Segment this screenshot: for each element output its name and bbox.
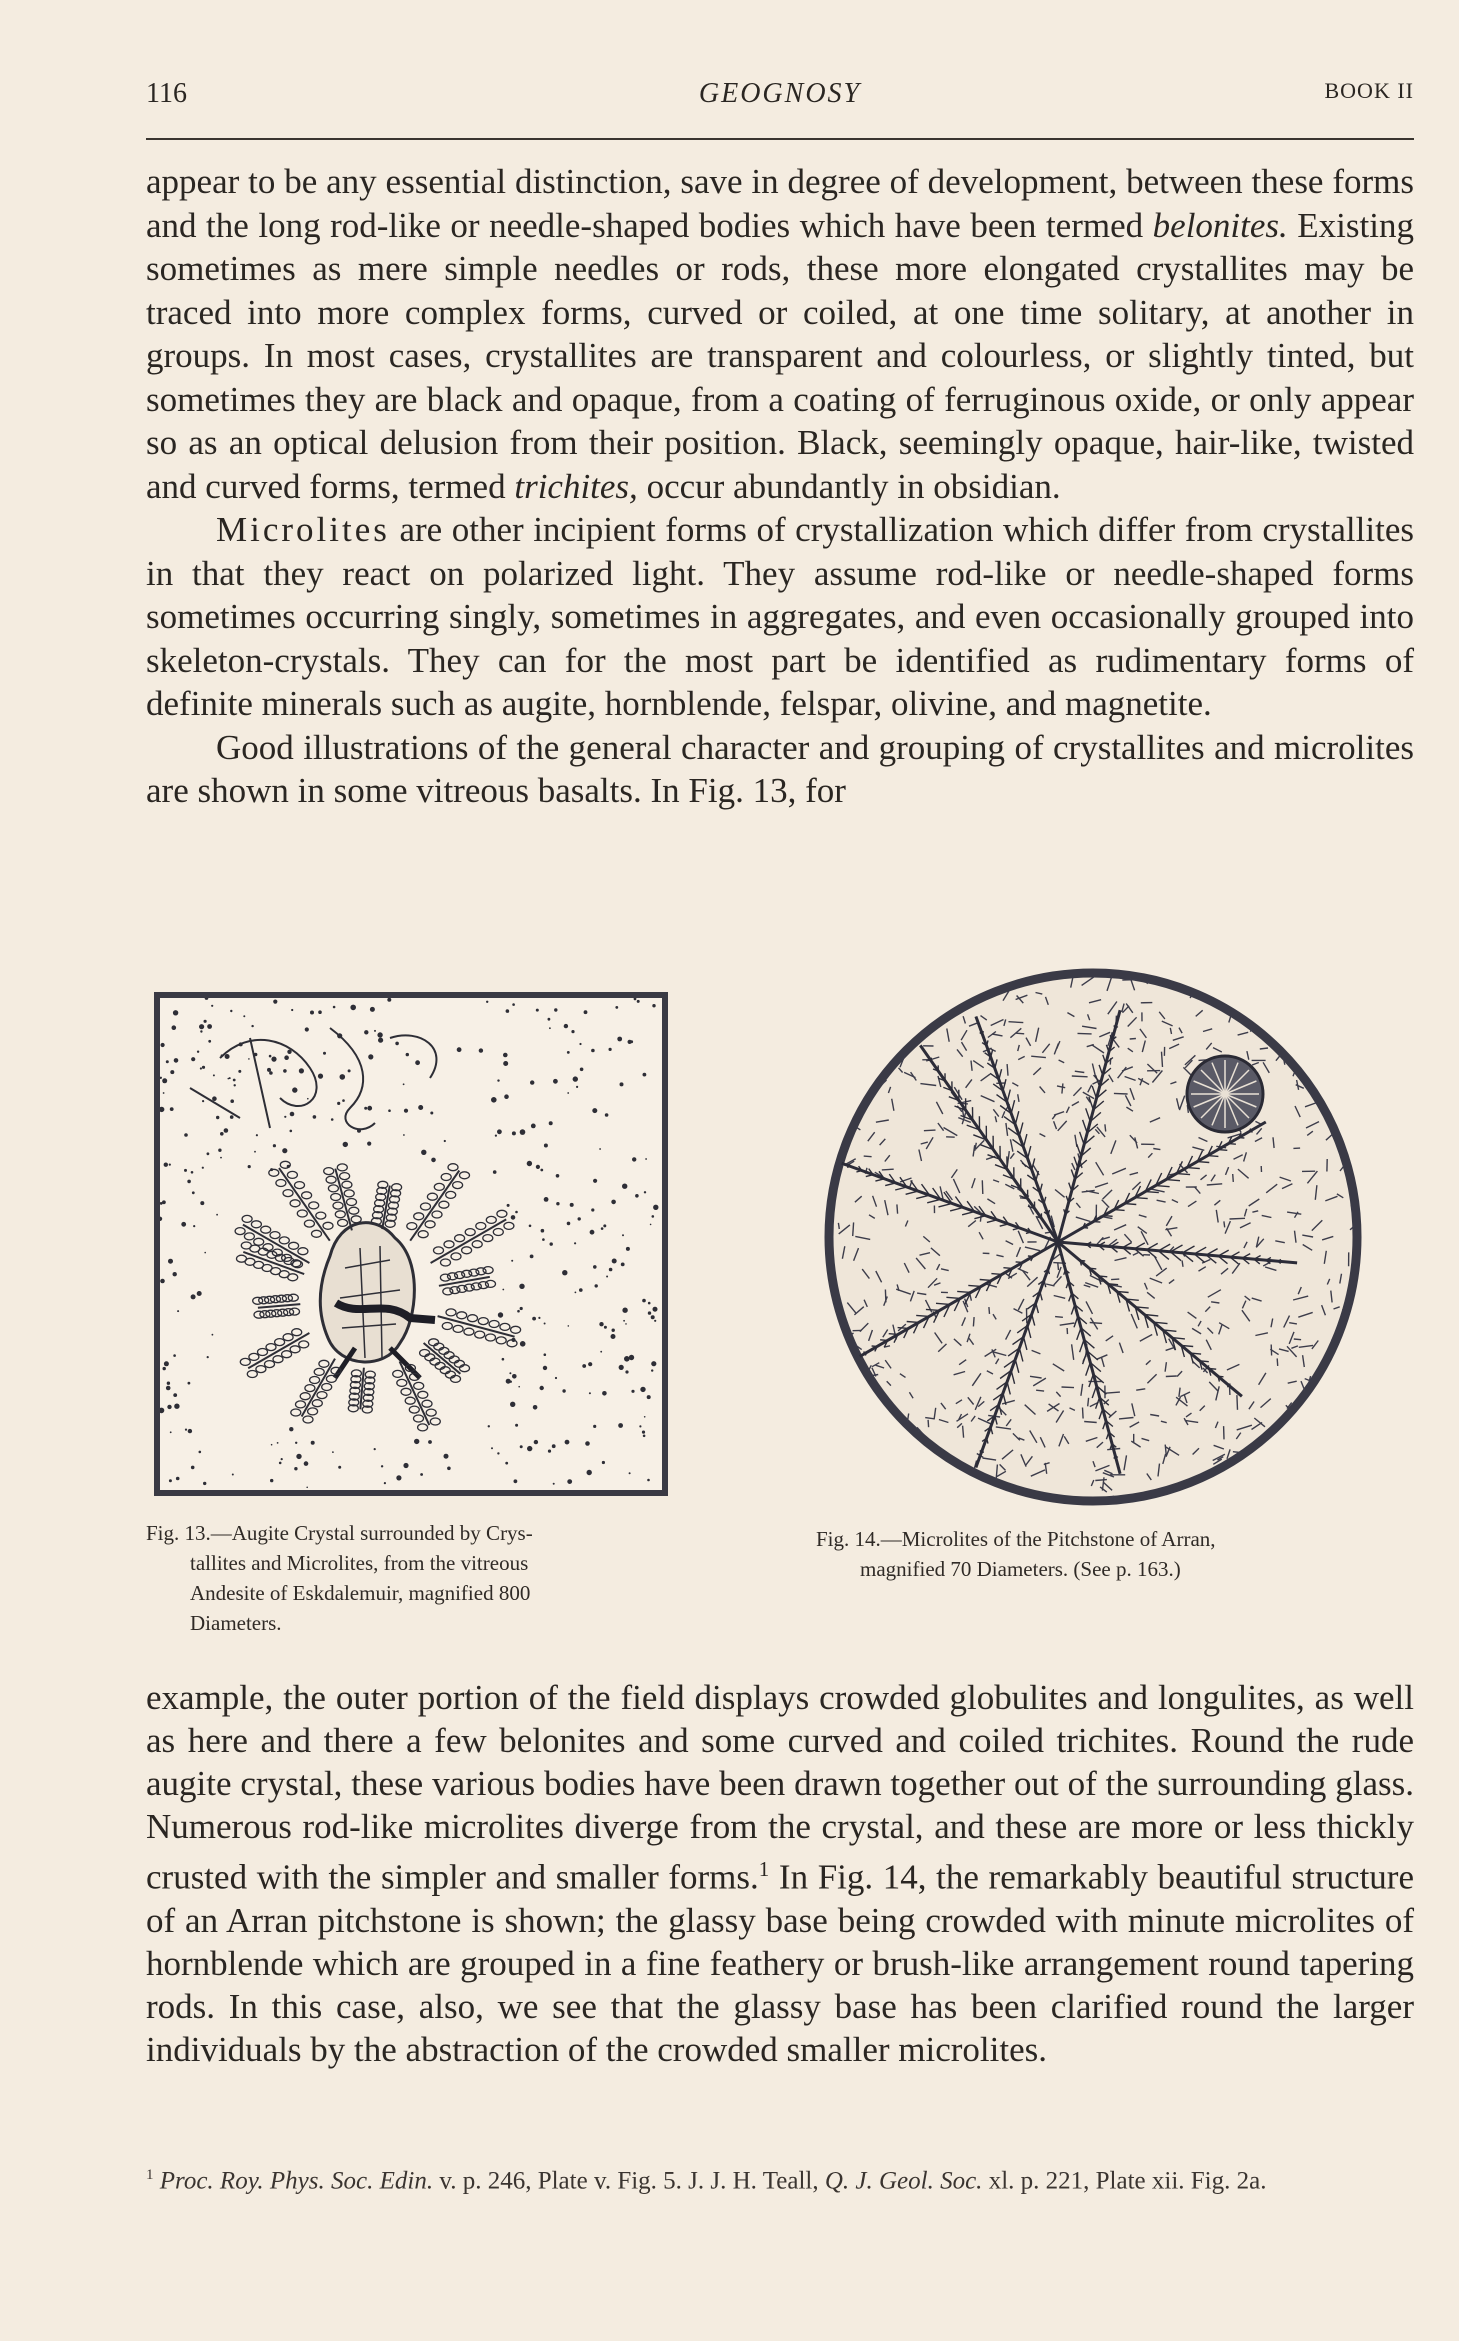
text-run: 1	[758, 1857, 770, 1881]
figure-14-drawing	[820, 964, 1366, 1510]
text-run: v. p. 246, Plate v. Fig. 5. J. J. H. Teall,	[433, 2167, 825, 2195]
text-run: appear to be any essential distinction, save in degree of development, between these forms and the long rod-like or needle-shaped bodies which have been termed	[146, 162, 1414, 245]
text-run: Existing sometimes as mere simple needles or rods, these more elongated crystallites may be traced into more complex forms, curved or coiled, at one time solitary, at another in groups. In most cases, crystallites are transparent and colourless, or slightly tinted, but sometimes they are black and opaque, from a coating of ferruginous oxide, or only appear so as an optical delusion from their position. Black, seemingly opaque, hair-like, twisted and curved forms, termed	[146, 205, 1414, 506]
text-run: Q. J. Geol. Soc.	[824, 2167, 983, 2195]
running-title: GEOGNOSY	[698, 78, 862, 109]
text-run: xl. p. 221, Plate xii. Fig. 2a.	[982, 2167, 1267, 2195]
text-run: Good illustrations of the general character and grouping of crystallites and microlites are shown in some vitreous basalts. In Fig. 13, for	[146, 727, 1414, 810]
caption-line: Fig. 13.—Augite Crystal surrounded by Crys-	[146, 1521, 533, 1545]
running-header	[146, 78, 1414, 118]
caption-line: Diameters.	[190, 1611, 282, 1635]
paragraph	[146, 1676, 1414, 2071]
text-run: example, the outer portion of the field displays crowded globulites and longulites, as well as here and there a few belonites and some curved and coiled trichites. Round the rude augite crystal, these various bodies have been drawn together out of the surrounding glass. Numerous rod-like microlites diverge from the crystal, and these are more or less thickly crusted with the simpler and smaller forms.	[146, 1678, 1414, 1897]
body-text-bottom	[146, 1676, 1414, 2071]
footnote	[146, 2158, 1414, 2198]
text-run: 1	[146, 2167, 154, 2183]
figure-13-caption	[146, 1518, 706, 1638]
figure-13-illustration	[154, 992, 668, 1496]
book-label: BOOK II	[1324, 78, 1414, 103]
figure-13-drawing	[160, 998, 662, 1490]
text-run: In Fig. 14, the remarkably beautiful structure of an Arran pitchstone is shown; the glassy base being crowded with minute microlites of hornblende which are grouped in a fine feathery or brush-like arrangement round tapering rods. In this case, also, we see that the glassy base has been clarified round the larger individuals by the abstraction of the crowded smaller microlites.	[146, 1857, 1415, 2069]
paragraph	[146, 508, 1414, 726]
header-rule	[146, 138, 1414, 140]
paragraph	[146, 160, 1414, 508]
caption-line: tallites and Microlites, from the vitreous	[190, 1551, 529, 1575]
caption-line: magnified 70 Diameters. (See p. 163.)	[860, 1557, 1181, 1581]
figure-14-illustration	[820, 964, 1366, 1510]
body-text-top	[146, 160, 1414, 813]
caption-line: Fig. 14.—Microlites of the Pitchstone of Arran,	[816, 1527, 1216, 1551]
text-run: belonites.	[1152, 205, 1288, 245]
text-run: are other incipient forms of crystallization which differ from crystallites in that they react on polarized light. They assume rod-like or needle-shaped forms sometimes occurring singly, sometimes in aggregates, and even occasionally grouped into skeleton-crystals. They can for the most part be identified as rudimentary forms of definite minerals such as augite, hornblende, felspar, olivine, and magnetite.	[146, 510, 1414, 723]
caption-line: Andesite of Eskdalemuir, magnified 800	[190, 1581, 531, 1605]
text-run: occur abundantly in obsidian.	[637, 466, 1061, 506]
text-run: Proc. Roy. Phys. Soc. Edin.	[159, 2167, 434, 2195]
paragraph	[146, 726, 1414, 813]
page-number: 116	[146, 78, 187, 109]
figure-14-caption	[816, 1524, 1416, 1584]
text-run: trichites,	[514, 466, 638, 506]
text-run: Microlites	[216, 510, 390, 549]
